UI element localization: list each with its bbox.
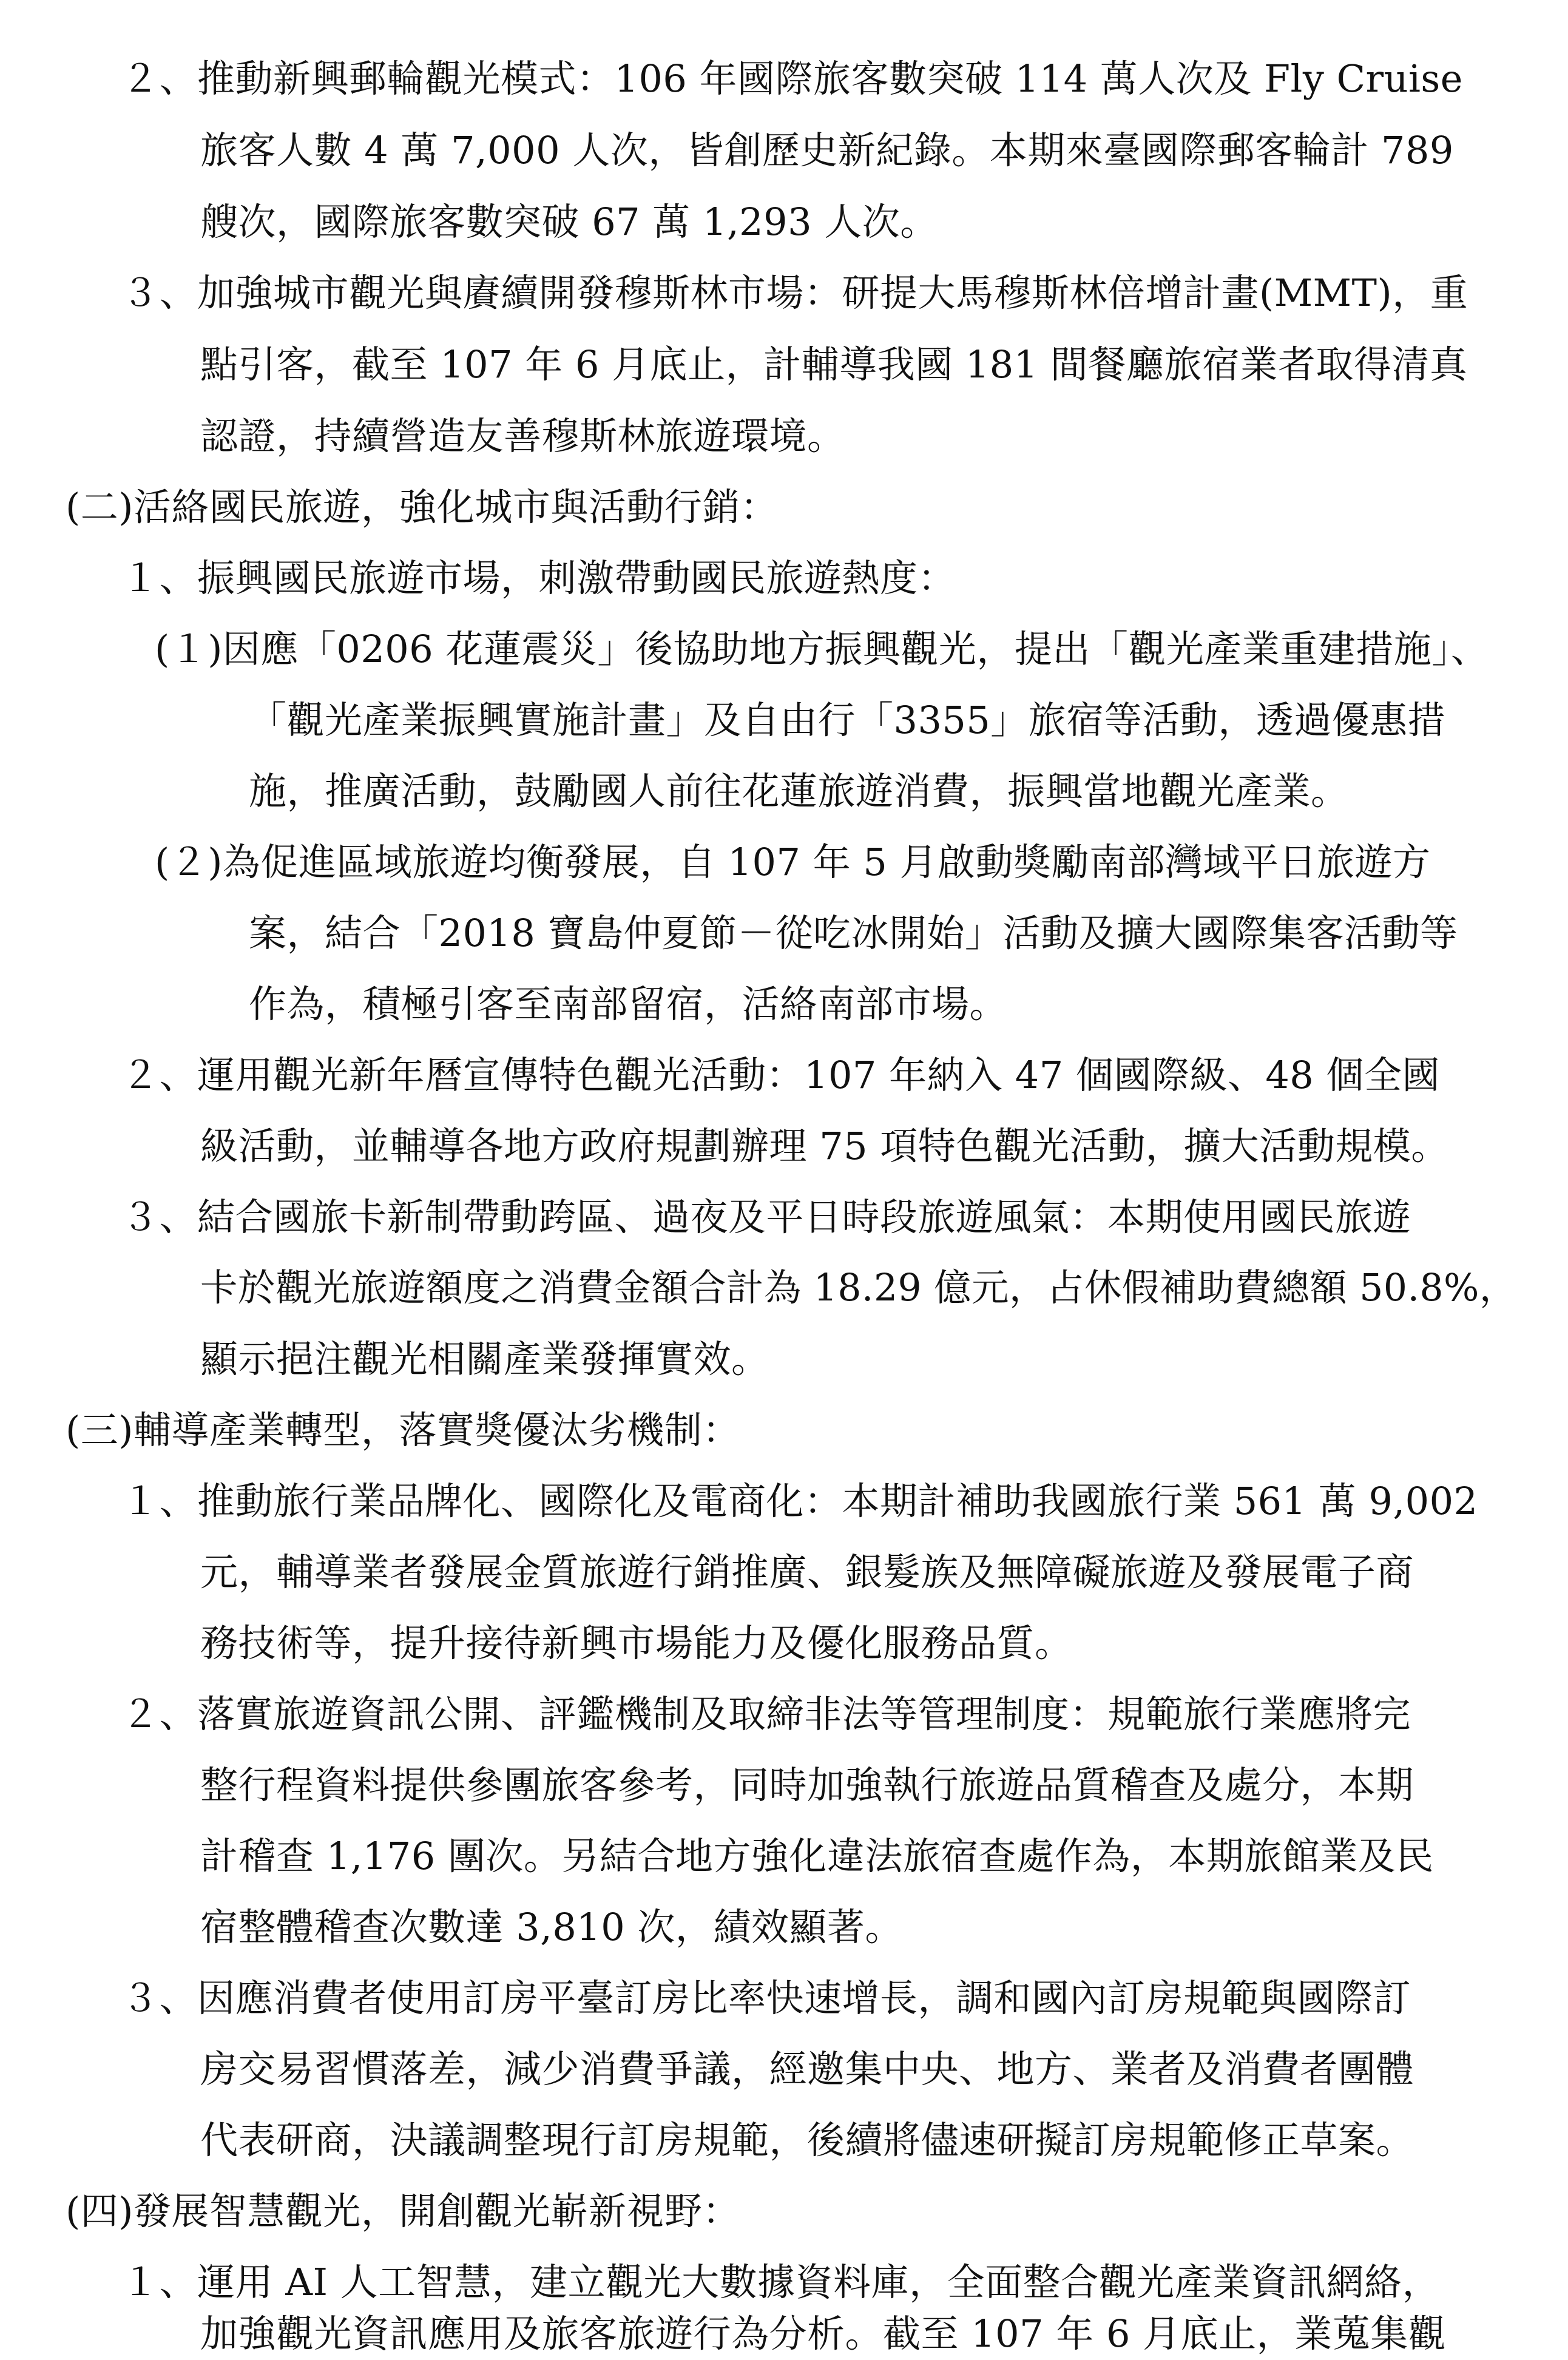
item-2-line-3: 艘次，國際旅客數突破 67 萬 1,293 人次。	[200, 200, 938, 244]
s4-item-1-line-2: 加強觀光資訊應用及旅客旅遊行為分析。截至 107 年 6 月底止，業蒐集觀	[200, 2311, 1447, 2356]
s3-item-2-line-2: 整行程資料提供參團旅客參考，同時加強執行旅遊品質稽查及處分，本期	[200, 1763, 1414, 1807]
subsubitem-1-line-3: 施，推廣活動，鼓勵國人前往花蓮旅遊消費，振興當地觀光產業。	[249, 769, 1349, 813]
subsubitem-2-line-1: (２)為促進區域旅遊均衡發展，自 107 年 5 月啟動獎勵南部灣域平日旅遊方	[155, 840, 1431, 884]
subitem-2-line-1: ２、運用觀光新年曆宣傳特色觀光活動：107 年納入 47 個國際級、48 個全國	[121, 1053, 1440, 1097]
section-heading-3: (三)輔導產業轉型，落實獎優汰劣機制：	[66, 1408, 740, 1452]
item-3-line-1: ３、加強城市觀光與賡續開發穆斯林市場：研提大馬穆斯林倍增計畫(MMT)，重	[121, 271, 1468, 315]
subsubitem-2-line-2: 案，結合「2018 寶島仲夏節－從吃冰開始」活動及擴大國際集客活動等	[249, 911, 1458, 955]
item-3-line-3: 認證，持續營造友善穆斯林旅遊環境。	[200, 414, 845, 458]
s3-item-2-line-1: ２、落實旅遊資訊公開、評鑑機制及取締非法等管理制度：規範旅行業應將完	[121, 1692, 1411, 1736]
subitem-3-line-2: 卡於觀光旅遊額度之消費金額合計為 18.29 億元，占休假補助費總額 50.8%，	[200, 1266, 1517, 1310]
subitem-3-line-3: 顯示挹注觀光相關產業發揮實效。	[200, 1337, 769, 1381]
item-3-line-2: 點引客，截至 107 年 6 月底止，計輔導我國 181 間餐廳旅宿業者取得清真	[200, 342, 1468, 387]
section-heading-2: (二)活絡國民旅遊，強化城市與活動行銷：	[66, 485, 779, 529]
section-heading-4: (四)發展智慧觀光，開創觀光嶄新視野：	[66, 2189, 740, 2233]
s3-item-2-line-3: 計稽查 1,176 團次。另結合地方強化違法旅宿查處作為，本期旅館業及民	[200, 1834, 1434, 1878]
s3-item-1-line-2: 元，輔導業者發展金質旅遊行銷推廣、銀髮族及無障礙旅遊及發展電子商	[200, 1550, 1414, 1594]
item-2-line-2: 旅客人數 4 萬 7,000 人次，皆創歷史新紀錄。本期來臺國際郵客輪計 789	[200, 128, 1454, 172]
subitem-3-line-1: ３、結合國旅卡新制帶動跨區、過夜及平日時段旅遊風氣：本期使用國民旅遊	[121, 1195, 1411, 1239]
subitem-1-line-1: １、振興國民旅遊市場，刺激帶動國民旅遊熱度：	[121, 556, 956, 600]
s3-item-2-line-4: 宿整體稽查次數達 3,810 次，績效顯著。	[200, 1905, 903, 1949]
s3-item-1-line-1: １、推動旅行業品牌化、國際化及電商化：本期計補助我國旅行業 561 萬 9,002	[121, 1479, 1478, 1523]
s3-item-3-line-2: 房交易習慣落差，減少消費爭議，經邀集中央、地方、業者及消費者團體	[200, 2047, 1414, 2091]
subsubitem-2-line-3: 作為，積極引客至南部留宿，活絡南部市場。	[249, 982, 1008, 1026]
s4-item-1-line-1: １、運用 AI 人工智慧，建立觀光大數據資料庫，全面整合觀光產業資訊網絡，	[121, 2260, 1441, 2304]
item-2-line-1: ２、推動新興郵輪觀光模式：106 年國際旅客數突破 114 萬人次及 Fly Cruise	[121, 56, 1463, 101]
subsubitem-1-line-2: 「觀光產業振興實施計畫」及自由行「3355」旅宿等活動，透過優惠措	[249, 698, 1446, 742]
s3-item-1-line-3: 務技術等，提升接待新興市場能力及優化服務品質。	[200, 1621, 1073, 1665]
subsubitem-1-line-1: (１)因應「0206 花蓮震災」後協助地方振興觀光，提出「觀光產業重建措施」、	[155, 627, 1489, 671]
s3-item-3-line-1: ３、因應消費者使用訂房平臺訂房比率快速增長，調和國內訂房規範與國際訂	[121, 1976, 1411, 2020]
s3-item-3-line-3: 代表研商，決議調整現行訂房規範，後續將儘速研擬訂房規範修正草案。	[200, 2118, 1414, 2162]
subitem-2-line-2: 級活動，並輔導各地方政府規劃辦理 75 項特色觀光活動，擴大活動規模。	[200, 1124, 1449, 1168]
